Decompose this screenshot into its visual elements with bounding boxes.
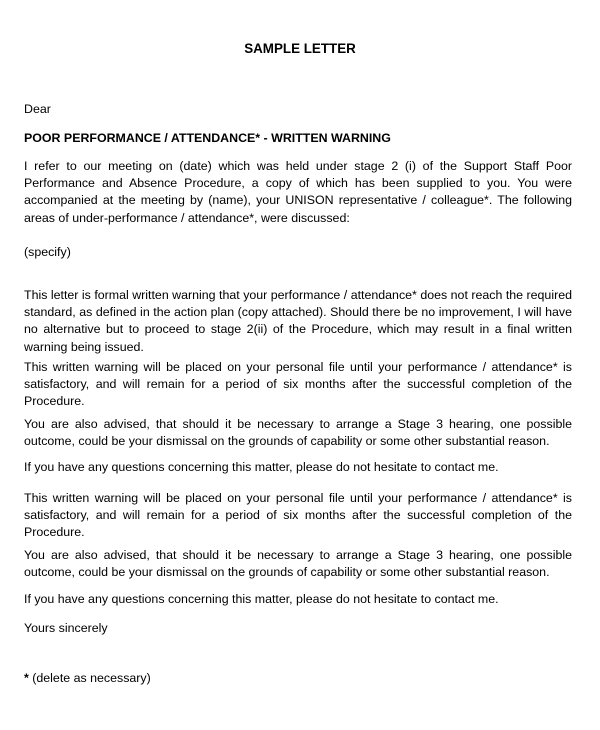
salutation: Dear [24, 102, 51, 116]
subject-heading: POOR PERFORMANCE / ATTENDANCE* - WRITTEN WARNING [24, 131, 391, 145]
paragraph-questions: If you have any questions concerning this matter, please do not hesitate to contact me. [24, 460, 499, 474]
paragraph-personal-file-repeat: This written warning will be placed on your personal file until your performance / attendance* is satisfactory, and will remain for a period of six months after the successful completion of the Procedure. [24, 491, 572, 540]
footnote-asterisk: * [24, 671, 29, 685]
paragraph-formal-warning: This letter is formal written warning that your performance / attendance* does not reach the required standard, as defined in the action plan (copy attached). Should there be no improvement, I will have no alternative but to proceed to stage 2(ii) of the Procedure, which may result in a final written warning being issued. [24, 288, 572, 354]
closing: Yours sincerely [24, 621, 108, 635]
paragraph-questions-repeat: If you have any questions concerning this matter, please do not hesitate to contact me. [24, 592, 499, 606]
document-title: SAMPLE LETTER [244, 41, 356, 56]
footnote-text: (delete as necessary) [28, 671, 151, 685]
footnote [24, 670, 151, 687]
specify-placeholder: (specify) [24, 245, 71, 259]
paragraph-stage3-repeat: You are also advised, that should it be necessary to arrange a Stage 3 hearing, one possible outcome, could be your dismissal on the grounds of capability or some other substantial reason. [24, 548, 572, 580]
paragraph-stage3: You are also advised, that should it be necessary to arrange a Stage 3 hearing, one possible outcome, could be your dismissal on the grounds of capability or some other substantial reason. [24, 417, 572, 449]
paragraph-meeting: I refer to our meeting on (date) which was held under stage 2 (i) of the Support Staff Poor Performance and Absence Procedure, a copy of which has been supplied to you. You were accompanied at the meeting by (name), your UNISON representative / colleague*. The following areas of under-performance / attendance*, were discussed: [24, 159, 572, 225]
paragraph-personal-file: This written warning will be placed on your personal file until your performance / attendance* is satisfactory, and will remain for a period of six months after the successful completion of the Procedure. [24, 360, 572, 409]
